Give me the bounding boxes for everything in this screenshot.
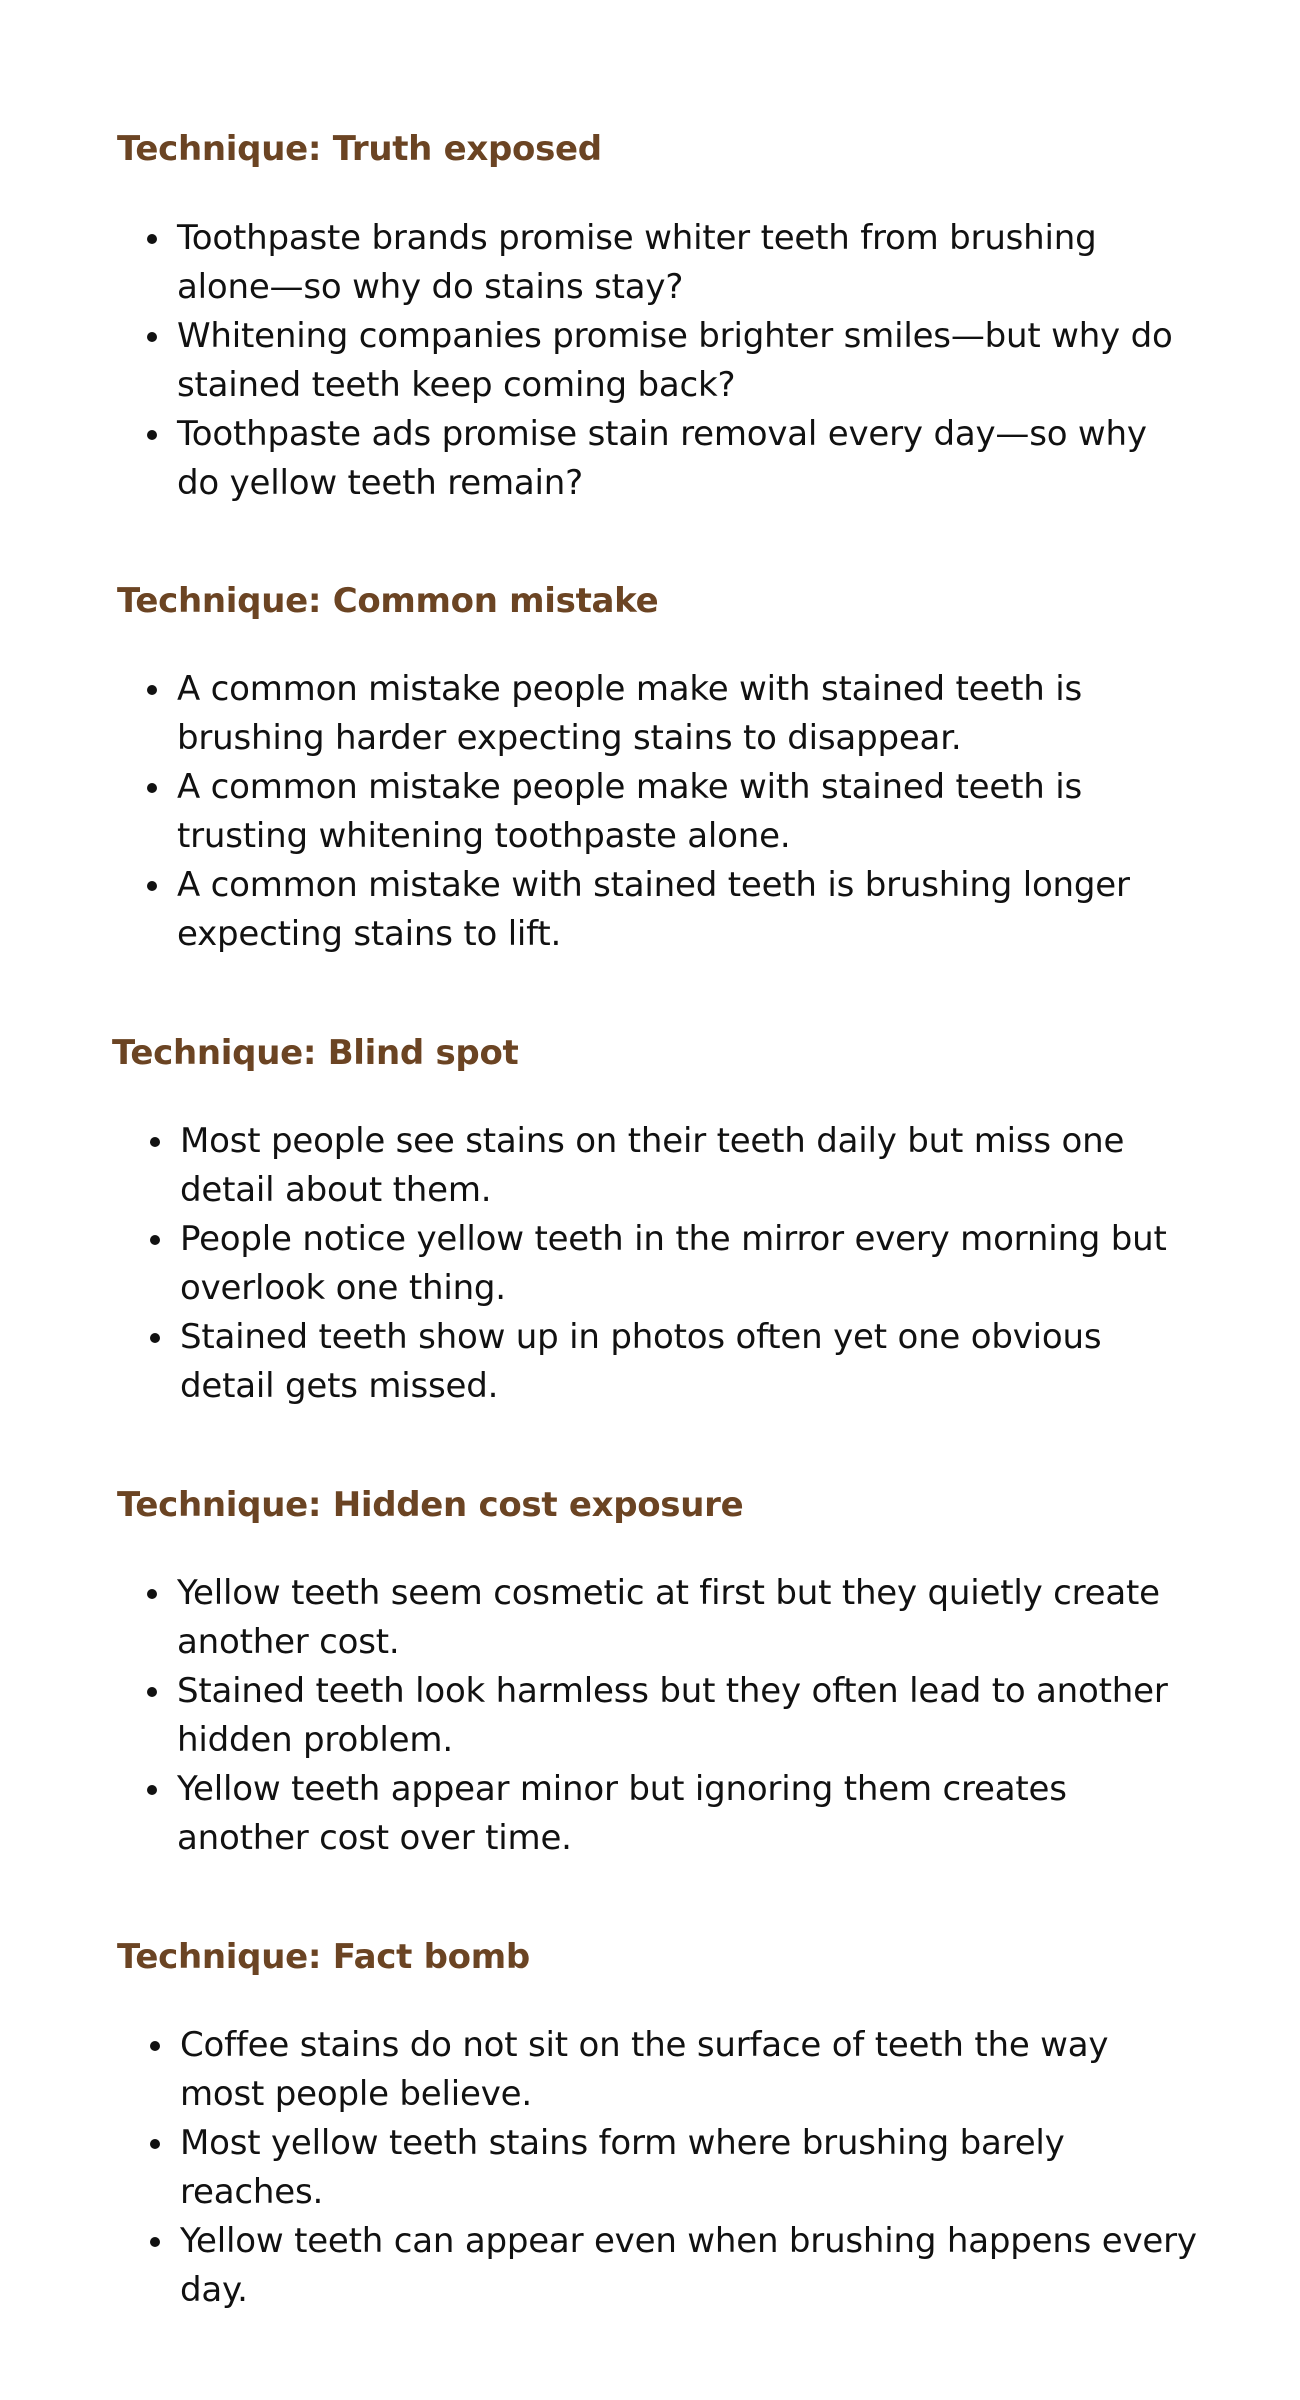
bullet-icon	[147, 783, 157, 793]
bullet-icon	[147, 1687, 157, 1697]
list-item	[180, 2217, 1200, 2315]
list-item	[177, 1765, 1197, 1863]
list-item-text: People notice yellow teeth in the mirror every morning but overlook one thing.	[180, 1219, 1167, 1308]
list-item-text: Most yellow teeth stains form where brushing barely reaches.	[180, 2123, 1065, 2212]
bullet-icon	[147, 1589, 157, 1599]
section-heading: Technique: Blind spot	[112, 1033, 519, 1073]
list-item-text: Toothpaste ads promise stain removal every day—so why do yellow teeth remain?	[177, 414, 1147, 503]
list-item	[180, 1313, 1200, 1411]
list-item	[180, 2021, 1200, 2119]
list-item	[177, 1667, 1197, 1765]
list-item-text: A common mistake with stained teeth is brushing longer expecting stains to lift.	[177, 865, 1130, 954]
bullet-icon	[150, 2041, 160, 2051]
list-item-text: Most people see stains on their teeth daily but miss one detail about them.	[180, 1121, 1125, 1210]
list-item	[177, 410, 1197, 508]
bullet-icon	[150, 1235, 160, 1245]
list-item-text: A common mistake people make with stained teeth is trusting whitening toothpaste alone.	[177, 767, 1082, 856]
bullet-icon	[147, 881, 157, 891]
bullet-icon	[147, 685, 157, 695]
list-item-text: Yellow teeth appear minor but ignoring them creates another cost over time.	[177, 1769, 1067, 1858]
bullet-icon	[150, 1137, 160, 1147]
bullet-icon	[147, 430, 157, 440]
bullet-list	[177, 1569, 1197, 1863]
bullet-list	[180, 2021, 1200, 2315]
list-item-text: Whitening companies promise brighter smiles—but why do stained teeth keep coming back?	[177, 316, 1173, 405]
list-item-text: Yellow teeth can appear even when brushing happens every day.	[180, 2221, 1197, 2310]
bullet-list	[177, 665, 1197, 959]
bullet-icon	[150, 2139, 160, 2149]
bullet-list	[180, 1117, 1200, 1411]
bullet-icon	[150, 1333, 160, 1343]
bullet-icon	[147, 234, 157, 244]
bullet-icon	[147, 1785, 157, 1795]
section-heading: Technique: Fact bomb	[117, 1937, 530, 1977]
list-item	[177, 214, 1197, 312]
list-item	[180, 1117, 1200, 1215]
bullet-list	[177, 214, 1197, 508]
list-item-text: Toothpaste brands promise whiter teeth from brushing alone—so why do stains stay?	[177, 218, 1097, 307]
list-item-text: Coffee stains do not sit on the surface of teeth the way most people believe.	[180, 2025, 1109, 2114]
list-item-text: Stained teeth show up in photos often yet one obvious detail gets missed.	[180, 1317, 1102, 1406]
list-item	[177, 665, 1197, 763]
section-heading: Technique: Truth exposed	[117, 129, 602, 169]
list-item	[177, 1569, 1197, 1667]
list-item	[180, 2119, 1200, 2217]
list-item	[177, 312, 1197, 410]
list-item-text: A common mistake people make with stained teeth is brushing harder expecting stains to disappear.	[177, 669, 1082, 758]
bullet-icon	[147, 332, 157, 342]
list-item	[177, 763, 1197, 861]
section-heading: Technique: Hidden cost exposure	[117, 1485, 744, 1525]
list-item-text: Yellow teeth seem cosmetic at first but they quietly create another cost.	[177, 1573, 1160, 1662]
list-item	[177, 861, 1197, 959]
list-item	[180, 1215, 1200, 1313]
section-heading: Technique: Common mistake	[117, 581, 659, 621]
bullet-icon	[150, 2237, 160, 2247]
list-item-text: Stained teeth look harmless but they often lead to another hidden problem.	[177, 1671, 1168, 1760]
